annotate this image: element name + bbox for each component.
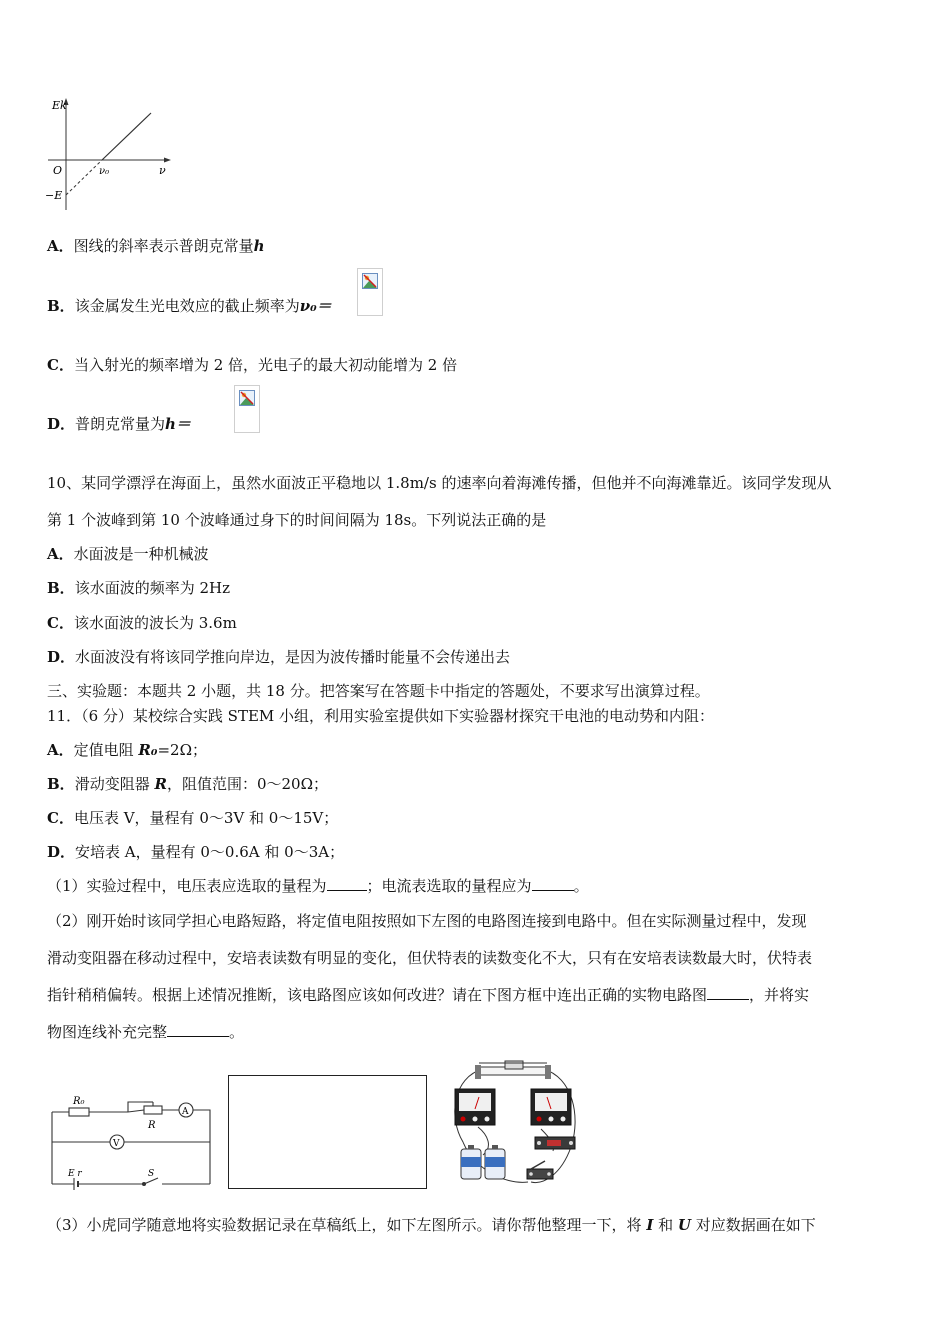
q10-option-a — [47, 544, 209, 564]
broken-image-icon — [357, 268, 383, 316]
resistor-r0 — [69, 1108, 89, 1116]
q9-option-a — [47, 236, 265, 256]
answer-blank[interactable] — [327, 876, 367, 891]
ammeter-label: A — [182, 1107, 189, 1117]
origin-label: O — [53, 164, 63, 177]
option-text: 水面波是一种机械波 — [73, 545, 209, 563]
item-pre: 安培表 A，量程有 0～0.6A 和 0～3A； — [75, 843, 345, 861]
circuit-diagram — [44, 1088, 219, 1198]
switch-label: S — [148, 1169, 155, 1179]
equipment-illustration — [443, 1057, 588, 1190]
part2-text-b: ，并将实 — [749, 986, 810, 1004]
item-letter: C． — [47, 809, 74, 827]
item-symbol: R₀ — [138, 741, 158, 759]
q11-part-2-line-4 — [47, 1022, 244, 1042]
item-pre: 定值电阻 — [73, 741, 139, 759]
option-text: 该水面波的频率为 2Hz — [74, 579, 230, 597]
q9-option-b — [47, 296, 332, 316]
r-label: R — [148, 1120, 156, 1131]
threshold-label: ν₀ — [99, 166, 110, 177]
q11-part-3 — [47, 1215, 816, 1235]
q10-stem-line-2: 第 1 个波峰到第 10 个波峰通过身下的时间间隔为 18s。下列说法正确的是 — [47, 511, 547, 529]
q11-item-b — [47, 774, 328, 794]
part2-text-c: 物图连线补充完整 — [47, 1023, 168, 1041]
y-axis-label: Ek — [52, 99, 67, 112]
option-letter: C． — [47, 356, 74, 374]
q11-part-2-line-3 — [47, 985, 809, 1005]
ek-nu-graph — [40, 95, 180, 215]
q11-part-2-line-2: 滑动变阻器在移动过程中，安培表读数有明显的变化，但伏特表的读数变化不大，只有在安培表读数最大时，伏特表 — [47, 949, 813, 967]
option-text: 水面波没有将该同学推向岸边，是因为波传播时能量不会传递出去 — [75, 648, 511, 666]
section-heading: 三、实验题：本题共 2 小题，共 18 分。把答案写在答题卡中指定的答题处，不要求写出演算过程。 — [47, 682, 710, 700]
option-letter: D． — [47, 415, 76, 433]
y-intercept-label: −E — [45, 189, 63, 202]
option-letter: C． — [47, 614, 74, 632]
battery-device — [461, 1145, 505, 1179]
option-text: 当入射光的频率增为 2 倍，光电子的最大初动能增为 2 倍 — [73, 356, 458, 374]
answer-blank[interactable] — [707, 985, 749, 1000]
option-letter: D． — [47, 648, 76, 666]
part1-text-b: ；电流表选取的量程应为 — [366, 877, 532, 895]
part3-text-b: 对应数据画在如下 — [691, 1216, 816, 1234]
item-post: ，阻值范围：0～20Ω； — [166, 775, 329, 793]
q10-option-d — [47, 647, 510, 667]
option-text: 图线的斜率表示普朗克常量 — [73, 237, 254, 255]
option-letter: B． — [47, 579, 75, 597]
option-symbol: h — [253, 237, 265, 255]
extrapolated-line — [66, 160, 102, 195]
rheostat-device — [475, 1061, 551, 1079]
voltmeter-device — [455, 1089, 495, 1125]
q11-item-a — [47, 740, 207, 760]
option-letter: A． — [47, 545, 74, 563]
r0-label: R₀ — [73, 1096, 85, 1107]
part3-text-a: （3）小虎同学随意地将实验数据记录在草稿纸上，如下左图所示。请你帮他整理一下，将 — [47, 1216, 647, 1234]
answer-drawing-box[interactable] — [228, 1075, 427, 1189]
item-letter: D． — [47, 843, 76, 861]
part2-text-a: 指针稍稍偏转。根据上述情况推断，该电路图应该如何改进？请在下图方框中连出正确的实物电路图 — [47, 986, 708, 1004]
rheostat-r — [144, 1106, 162, 1114]
option-letter: B． — [47, 297, 75, 315]
battery-label: E r — [68, 1169, 82, 1179]
item-pre: 电压表 V，量程有 0～3V 和 0～15V； — [73, 809, 339, 827]
q9-option-c — [47, 355, 457, 375]
item-symbol: R — [154, 775, 167, 793]
answer-blank[interactable] — [532, 876, 574, 891]
x-axis-label: ν — [159, 164, 166, 177]
q11-part-1 — [47, 876, 589, 896]
q11-part-2-line-1: （2）刚开始时该同学担心电路短路，将定值电阻按照如下左图的电路图连接到电路中。但在实际测量过程中，发现 — [47, 912, 807, 930]
item-pre: 滑动变阻器 — [74, 775, 155, 793]
q10-option-c — [47, 613, 237, 633]
fixed-resistor-device — [535, 1137, 575, 1149]
part3-text-mid: 和 — [653, 1216, 678, 1234]
q10-stem-line-1: 10、某同学漂浮在海面上，虽然水面波正平稳地以 1.8m/s 的速率向着海滩传播，但他并不向海滩靠近。该同学发现从 — [47, 474, 832, 492]
option-symbol: ν₀＝ — [299, 297, 332, 315]
option-symbol: h＝ — [165, 415, 191, 433]
option-text: 普朗克常量为 — [75, 415, 166, 433]
item-letter: B． — [47, 775, 75, 793]
q11-item-c — [47, 808, 338, 828]
voltmeter-label: V — [113, 1139, 120, 1149]
part1-text-a: （1）实验过程中，电压表应选取的量程为 — [47, 877, 327, 895]
q10-option-b — [47, 578, 230, 598]
q11-item-d — [47, 842, 344, 862]
ammeter-device — [531, 1089, 571, 1125]
q9-option-d — [47, 414, 191, 434]
broken-image-icon — [234, 385, 260, 433]
switch-device — [527, 1161, 553, 1179]
q11-stem: 11．（6 分）某校综合实践 STEM 小组，利用实验室提供如下实验器材探究干电池的电动势和内阻： — [47, 707, 715, 725]
part2-text-d: 。 — [229, 1023, 245, 1041]
item-letter: A． — [47, 741, 74, 759]
option-letter: A． — [47, 237, 74, 255]
answer-blank[interactable] — [167, 1022, 229, 1037]
option-text: 该金属发生光电效应的截止频率为 — [74, 297, 300, 315]
item-post: =2Ω； — [157, 741, 208, 759]
option-text: 该水面波的波长为 3.6m — [73, 614, 237, 632]
ek-line — [102, 113, 151, 160]
part1-text-c: 。 — [573, 877, 589, 895]
symbol-u: U — [677, 1216, 691, 1234]
symbol-i: I — [646, 1216, 654, 1234]
